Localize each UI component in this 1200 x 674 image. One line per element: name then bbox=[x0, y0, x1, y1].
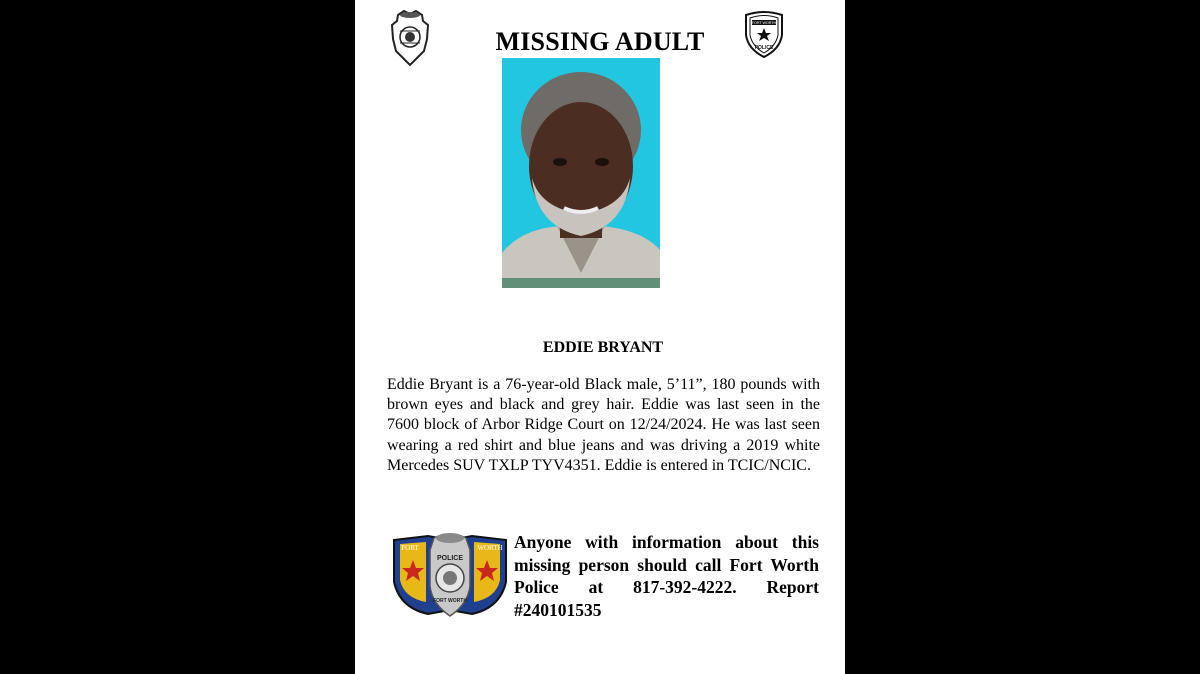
patch-text-police: POLICE bbox=[436, 555, 464, 562]
missing-person-name: EDDIE BRYANT bbox=[542, 339, 664, 356]
missing-person-photo bbox=[502, 58, 660, 288]
poster-title: MISSING ADULT bbox=[495, 27, 705, 56]
right-badge-top-text: FORT WORTH bbox=[751, 21, 777, 26]
right-badge-bottom-text: POLICE bbox=[754, 45, 774, 51]
missing-person-poster bbox=[355, 0, 845, 674]
patch-text-fort-worth: FORT WORTH bbox=[433, 598, 467, 604]
missing-person-description: Eddie Bryant is a 76-year-old Black male, 5’11”, 180 pounds with brown eyes and black and grey hair. Eddie was last seen in the 7600 block of Arbor Ridge Court on 12/24/2024. He was last seen wearing a red shirt and blue jeans and was driving a 2019 white Mercedes SUV TXLP TYV4351. Eddie is entered in TCIC/NCIC. bbox=[387, 376, 820, 474]
patch-text-fort: FORT bbox=[401, 544, 419, 552]
contact-info: Anyone with information about this missing person should call Fort Worth Police at 817-392-4222. Report #240101535 bbox=[514, 532, 819, 620]
fort-worth-police-patch-icon bbox=[390, 530, 510, 618]
patch-text-worth: WORTH bbox=[477, 544, 503, 552]
